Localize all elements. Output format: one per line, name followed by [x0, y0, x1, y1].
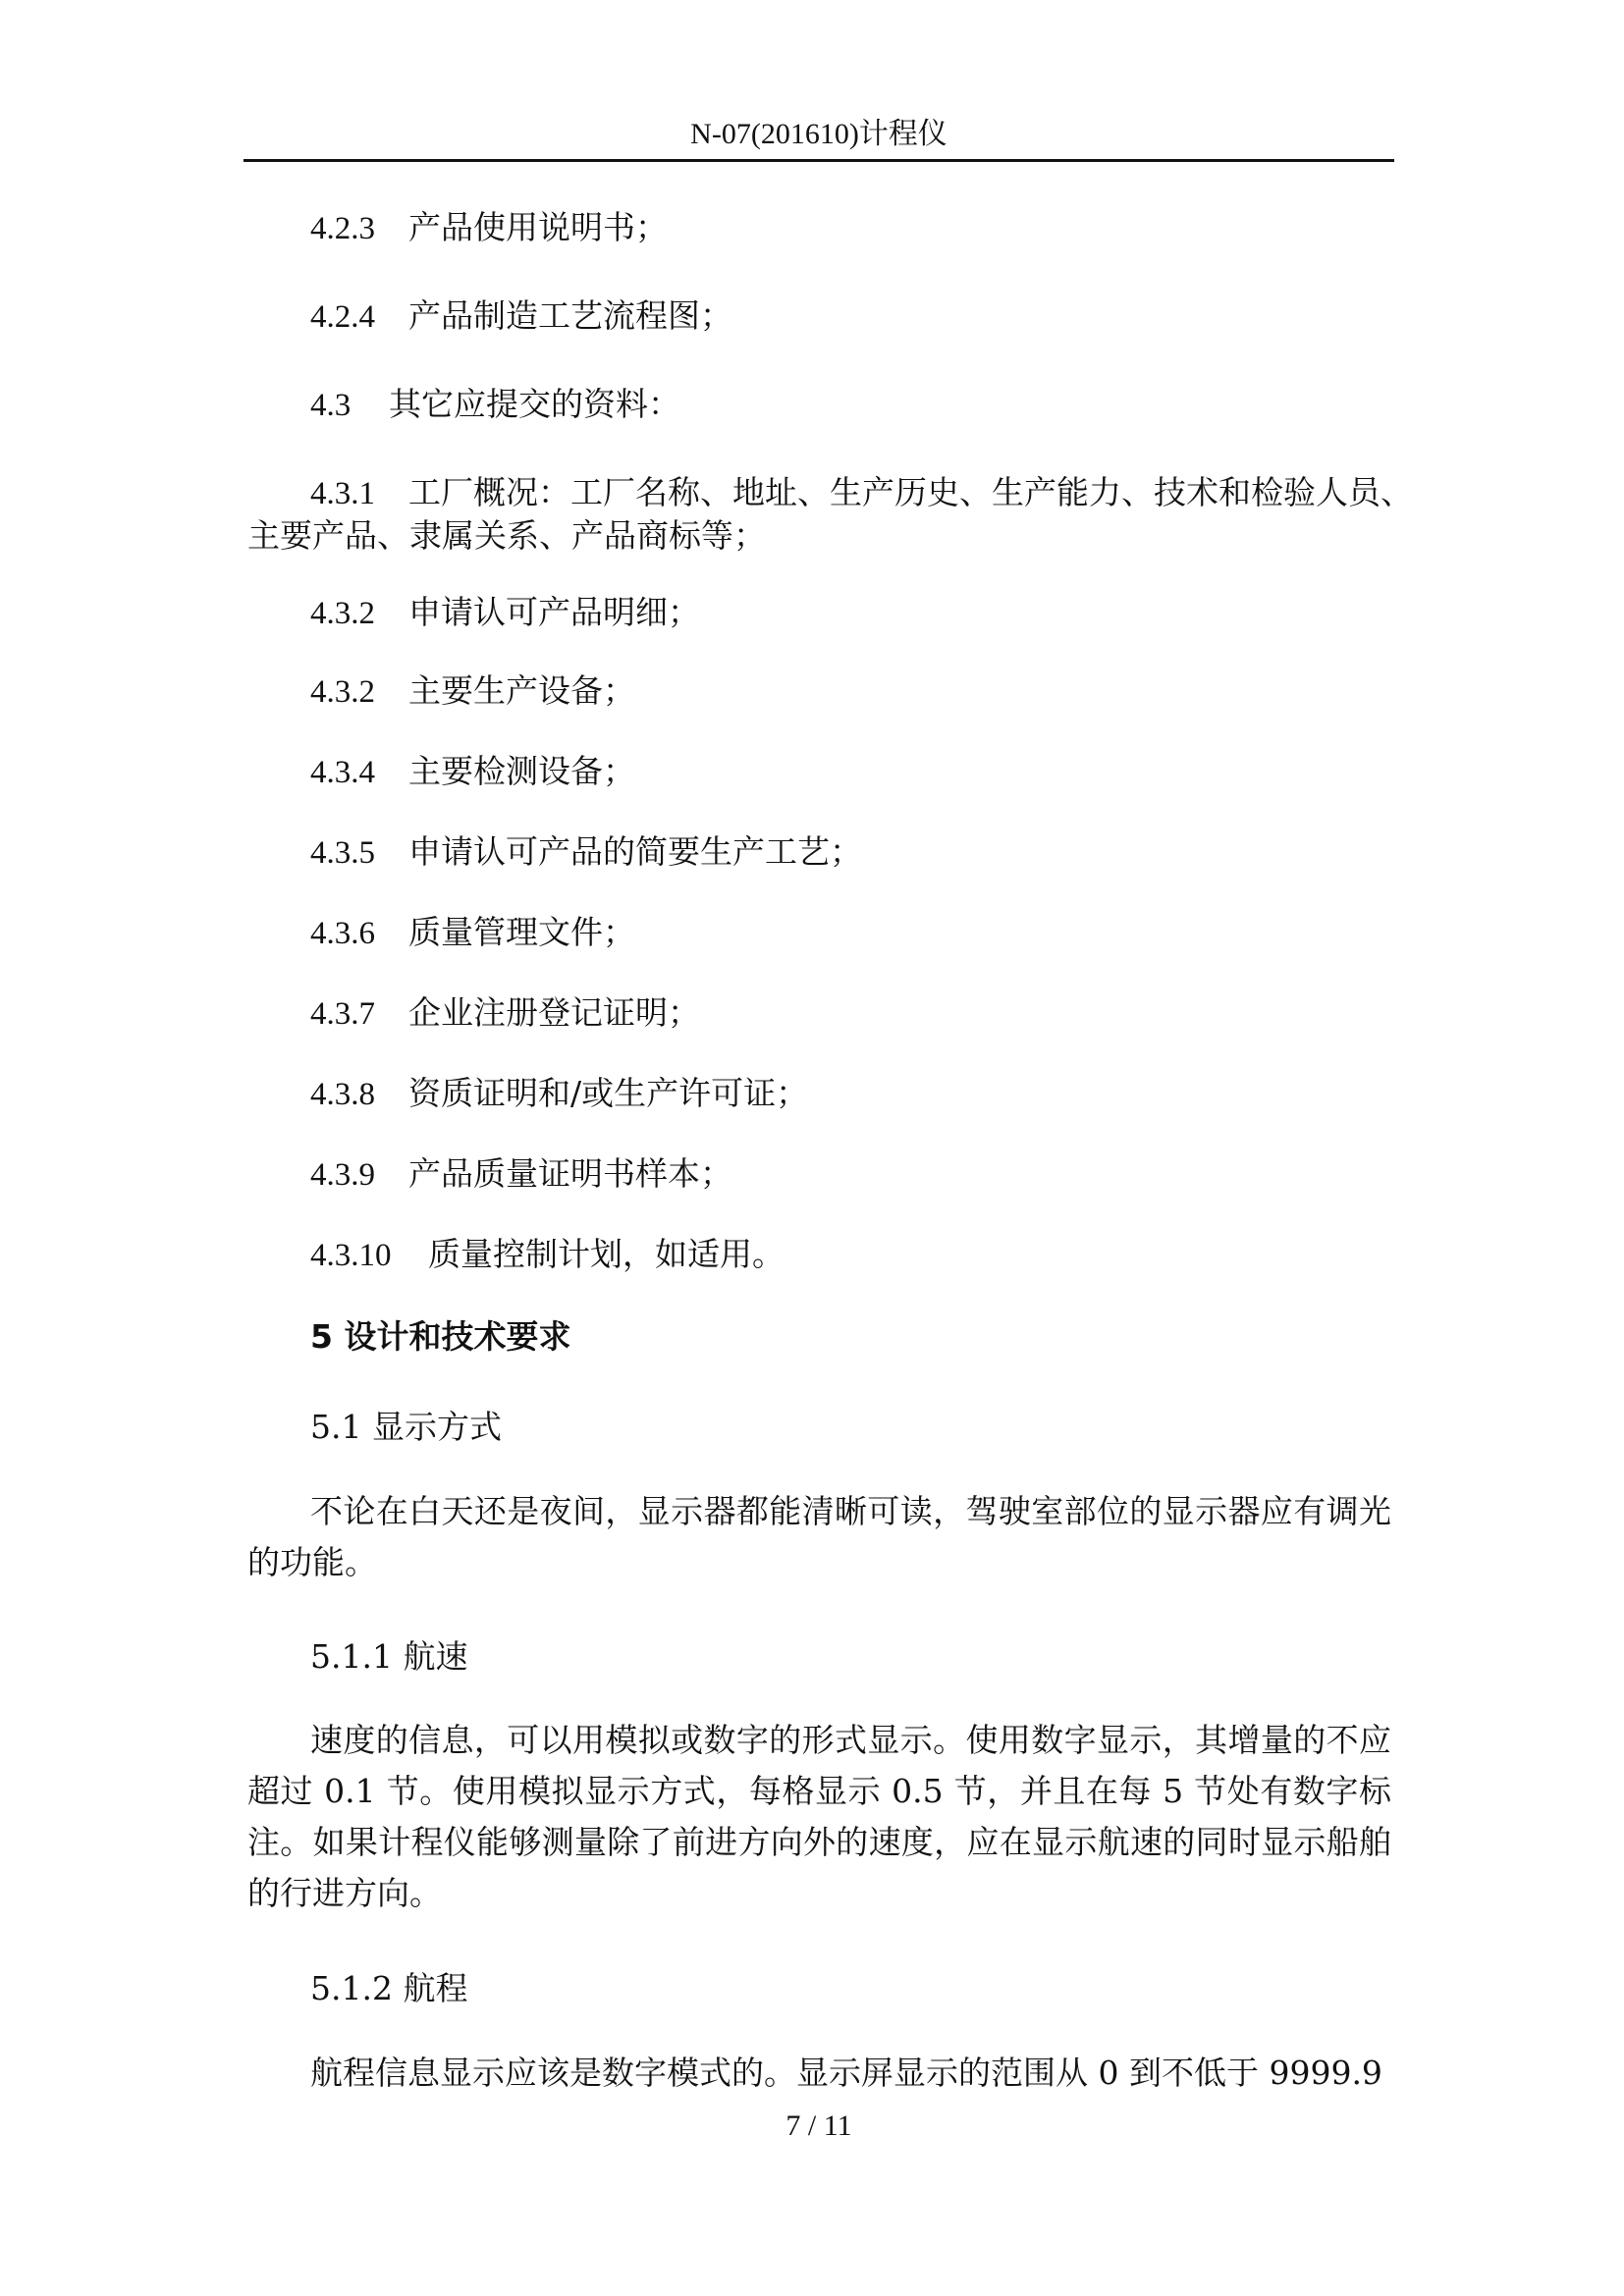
subsection-title: 5.1.2 航程	[310, 1969, 468, 2007]
list-item	[310, 666, 635, 718]
item-text: 产品质量证明书样本；	[408, 1154, 732, 1193]
list-item	[310, 988, 700, 1040]
subsection-title: 5.1 显示方式	[310, 1408, 502, 1446]
item-number: 4.2.4	[310, 299, 375, 335]
item-number: 4.2.3	[310, 211, 375, 246]
item-number: 4.3.7	[310, 996, 375, 1032]
list-item	[310, 379, 680, 431]
list-item	[310, 587, 700, 639]
paragraph: 航程信息显示应该是数字模式的。显示屏显示的范围从 0 到不低于 9999.9	[310, 2054, 1382, 2092]
paragraph: 不论在白天还是夜间，显示器都能清晰可读，驾驶室部位的显示器应有调光的功能。	[247, 1492, 1391, 1581]
item-text: 主要生产设备；	[408, 671, 635, 710]
header-divider	[244, 159, 1394, 162]
item-number: 4.3.1	[310, 476, 375, 511]
item-text: 申请认可产品的简要生产工艺；	[408, 832, 862, 871]
item-number: 4.3.8	[310, 1077, 375, 1112]
item-text: 质量控制计划，如适用。	[428, 1235, 785, 1273]
list-item	[310, 746, 635, 798]
item-text: 申请认可产品明细；	[408, 593, 700, 631]
item-number: 4.3.2	[310, 674, 375, 710]
page-header: N-07(201610)计程仪	[690, 118, 947, 150]
item-text: 企业注册登记证明；	[408, 993, 700, 1032]
item-number: 4.3.6	[310, 916, 375, 951]
list-item	[310, 1148, 732, 1201]
subsection-title: 5.1.1 航速	[310, 1637, 468, 1676]
section-heading: 5 设计和技术要求	[310, 1317, 571, 1356]
item-number: 4.3.4	[310, 755, 375, 790]
item-text: 主要检测设备；	[408, 752, 635, 790]
item-number: 4.3.9	[310, 1157, 375, 1193]
list-item	[310, 907, 635, 959]
item-text: 工厂概况：工厂名称、地址、生产历史、生产能力、技术和检验人员、	[408, 473, 1413, 511]
list-item	[310, 827, 862, 879]
list-item	[310, 1229, 785, 1281]
page-number: 7 / 11	[785, 2109, 852, 2142]
item-number: 4.3.5	[310, 835, 375, 871]
list-item	[310, 291, 732, 343]
item-text: 产品使用说明书；	[408, 208, 668, 246]
list-item	[310, 202, 668, 254]
item-text: 其它应提交的资料：	[389, 385, 680, 423]
list-item	[310, 1068, 808, 1120]
item-text: 质量管理文件；	[408, 913, 635, 951]
item-number: 4.3	[310, 388, 352, 423]
item-number: 4.3.10	[310, 1238, 392, 1273]
item-number: 4.3.2	[310, 596, 375, 631]
item-text: 产品制造工艺流程图；	[408, 296, 732, 335]
item-text: 资质证明和/或生产许可证；	[408, 1074, 809, 1112]
paragraph: 速度的信息，可以用模拟或数字的形式显示。使用数字显示，其增量的不应超过 0.1 节。使用模拟显示方式，每格显示 0.5 节，并且在每 5 节处有数字标注。如果计程仪能够测量除了前进方向外的速度，应在显示航速的同时显示船舶的行进方向。	[247, 1721, 1391, 1912]
list-item-continuation: 主要产品、隶属关系、产品商标等；	[247, 516, 766, 555]
